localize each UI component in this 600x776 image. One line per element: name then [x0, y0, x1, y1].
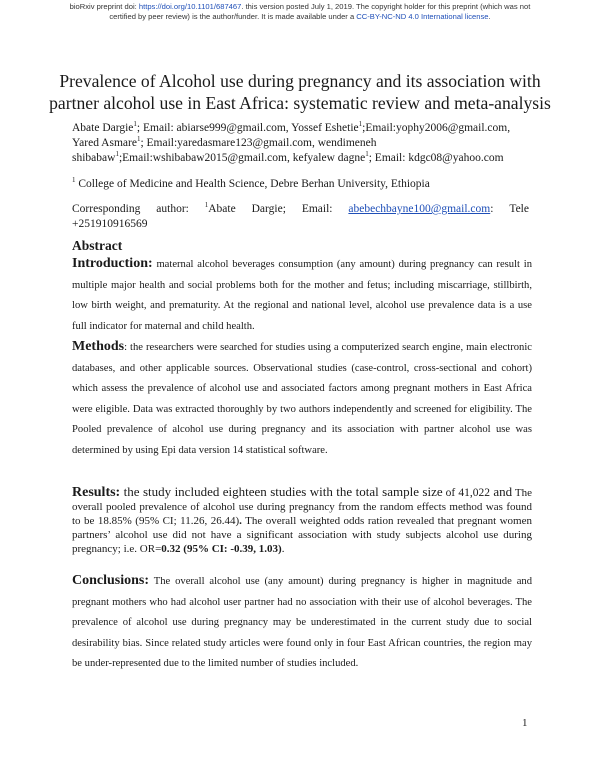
methods-section [72, 337, 532, 461]
results-heading: Results: [72, 485, 121, 500]
methods-text: : the researchers were searched for studies using a computerized search engine, main electronic databases, and other applicable sources. Observational studies (case-control, cross-sectional and cohort) which assess the prevalence of alcohol use and associated factors among pregnant mothers in East Africa were eligible. Data was extracted thoroughly by two authors independently and screened for eligibility. The Pooled prevalence of alcohol use during pregnancy and its association with partner alcohol use was determined by using Epi data version 14 statistical software. [72, 342, 532, 456]
author-name: shibabaw [72, 152, 116, 164]
results-sample-size: 41,022 [458, 487, 490, 499]
corresponding-phone: +251910916569 [72, 218, 148, 230]
corr-word: Dargie; [251, 203, 286, 215]
results-text-1: The overall pooled prevalence of alcohol use during pregnancy from the random effects method was found to be 18.85% (95% CI; 11.26, 26.44) [72, 487, 532, 527]
author-text: ;Email:wshibabaw2015@gmail.com, kefyalew dagne [118, 152, 366, 164]
header-text: certified by peer review) is the author/funder. It is made available under a [109, 12, 357, 21]
corr-word: Corresponding [72, 203, 141, 215]
results-of: of [442, 487, 459, 499]
results-dot: . [239, 515, 242, 527]
affiliation-sup: 1 [365, 150, 369, 159]
corr-word [348, 202, 493, 217]
corr-name: Abate [208, 203, 236, 215]
conclusions-heading: Conclusions: [72, 573, 150, 588]
header-line-1 [40, 2, 560, 12]
paper-title [40, 70, 560, 114]
introduction-heading: Introduction: [72, 256, 153, 271]
author-list [72, 121, 532, 166]
methods-heading: Methods [72, 339, 125, 354]
author-text: ;Email:yophy2006@gmail.com, [362, 122, 511, 134]
author-text: ; Email: abiarse999@gmail.com, Yossef Eshetie [136, 122, 359, 134]
corr-word [205, 202, 236, 217]
affiliation [72, 177, 532, 192]
corresponding-author [72, 202, 529, 232]
header-line-2 [40, 12, 560, 22]
corr-word: author: [156, 203, 189, 215]
results-lead-text: the study included eighteen studies with the total sample size [120, 484, 443, 499]
affiliation-sup: 1 [115, 150, 119, 159]
results-text-2: The overall weighted odds ration revealed that pregnant women partners’ alcohol use did not have a significant association with study subjects alcohol use during pregnancy; i.e. OR= [72, 515, 532, 555]
results-ci: (95% CI: -0.39, 1.03) [180, 543, 282, 555]
conclusions-text: The overall alcohol use (any amount) during pregnancy is higher in magnitude and pregnant mothers who had alcohol user partner had no association with their use of alcohol beverages. The prevalence of alcohol use during pregnancy may be underestimated in the current study due to social desirability bias. Since related study articles were found only in four East African countries, the region may be under-represented due to the limited number of studies included. [72, 576, 532, 669]
corresponding-line-1 [72, 202, 529, 217]
corr-colon: : [490, 203, 494, 215]
author-text: ; Email:yaredasmare123@gmail.com, wendimeneh [140, 137, 377, 149]
corr-word: Email: [301, 203, 333, 215]
affiliation-sup: 1 [358, 120, 363, 129]
affiliation-sup: 1 [136, 135, 141, 144]
abstract-heading: Abstract [72, 238, 123, 253]
header-text: bioRxiv preprint doi: [69, 2, 139, 11]
results-section [72, 485, 532, 556]
corresponding-email-link[interactable]: abebechbayne100@gmail.com [348, 203, 491, 215]
title-line-1: Prevalence of Alcohol use during pregnancy and its association with [59, 71, 541, 91]
header-text: . this version posted July 1, 2019. The copyright holder for this preprint (which was not [241, 2, 531, 11]
title-line-2: partner alcohol use in East Africa: systematic review and meta-analysis [49, 93, 551, 113]
preprint-header [40, 2, 560, 22]
results-and: and [489, 484, 513, 499]
authors-line-3 [72, 151, 532, 166]
affiliation-sup: 1 [72, 176, 76, 185]
author-name: Yared Asmare [72, 137, 137, 149]
license-link[interactable]: CC-BY-NC-ND 4.0 International license [356, 12, 489, 21]
page-number: 1 [522, 717, 528, 729]
conclusions-section [72, 571, 532, 675]
introduction-section [72, 254, 532, 337]
author-text: ; Email: kdgc08@yahoo.com [368, 152, 504, 164]
introduction-text: maternal alcohol beverages consumption (any amount) during pregnancy can result in multiple major health and social problems both for the mother and fetus; including miscarriage, stillbirth, low birth weight, and prematurity. At the regional and national level, alcohol use prevalence data is a use full indicator for maternal and child health. [72, 259, 532, 332]
affiliation-sup: 1 [133, 120, 137, 129]
results-or-value: 0.32 [161, 543, 181, 555]
authors-line-1 [72, 121, 532, 136]
affiliation-sup: 1 [204, 201, 209, 210]
author-name: Abate Dargie [72, 122, 134, 134]
results-end: . [281, 543, 285, 555]
doi-link[interactable]: https://doi.org/10.1101/687467 [138, 2, 242, 11]
authors-line-2 [72, 136, 532, 151]
affiliation-text: College of Medicine and Health Science, Debre Berhan University, Ethiopia [75, 178, 430, 190]
header-text: . [488, 12, 491, 21]
corr-word: Tele [509, 203, 529, 215]
